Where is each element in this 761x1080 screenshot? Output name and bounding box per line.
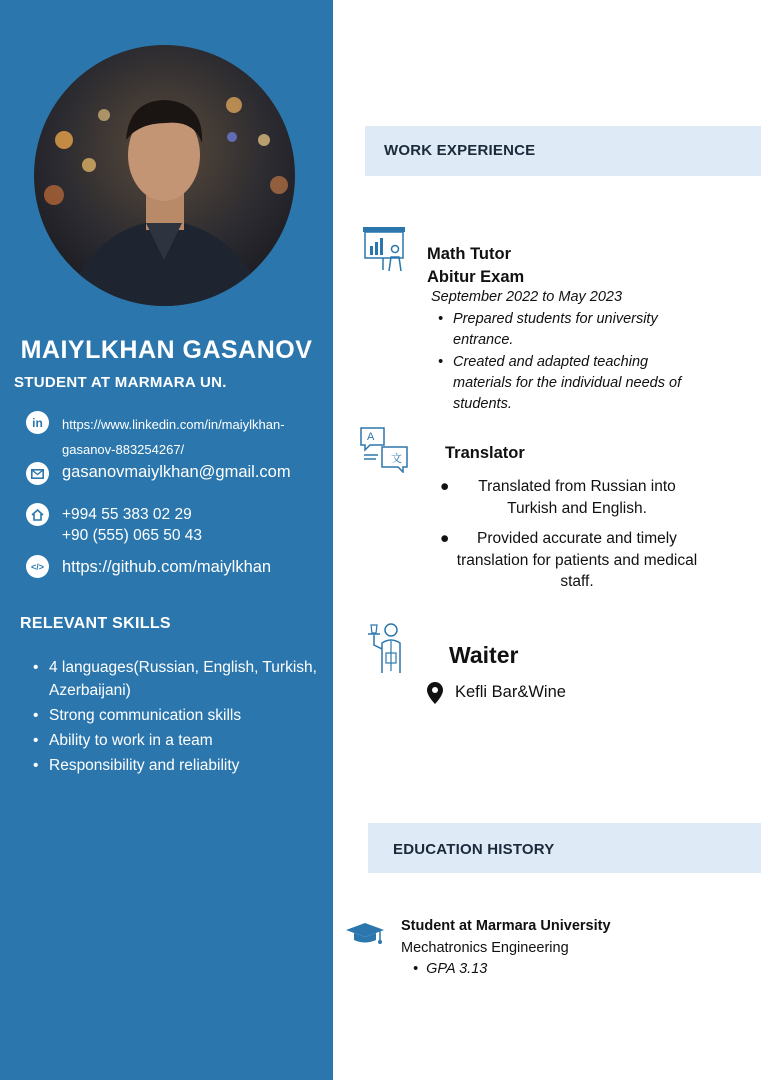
- profile-photo: [34, 45, 295, 306]
- waiter-icon: [366, 621, 408, 680]
- job-company: Abitur Exam: [427, 268, 525, 286]
- job-bullet: • Created and adapted teaching materials for the individual needs of students.: [438, 354, 682, 412]
- code-icon: </>: [26, 555, 49, 578]
- education-program: Mechatronics Engineering: [401, 940, 569, 956]
- graduation-cap-icon: [346, 921, 386, 952]
- person-name: MAIYLKHAN GASANOV: [20, 336, 313, 364]
- job-dates: September 2022 to May 2023: [431, 289, 623, 305]
- email-address[interactable]: gasanovmaiylkhan@gmail.com: [62, 463, 291, 481]
- skills-list: [33, 656, 323, 779]
- skill-item: • 4 languages(Russian, English, Turkish, Azerbaijani): [33, 656, 323, 702]
- education-school: Student at Marmara University: [401, 918, 611, 934]
- work-experience-heading: WORK EXPERIENCE: [384, 142, 536, 159]
- github-link[interactable]: https://github.com/maiylkhan: [62, 558, 272, 576]
- translator-bullets: [440, 476, 700, 593]
- svg-text:文: 文: [391, 452, 402, 465]
- linkedin-icon: in: [26, 411, 49, 434]
- linkedin-link[interactable]: https://www.linkedin.com/in/maiylkhan- gasanov-883254267/: [62, 417, 285, 457]
- home-icon: [26, 503, 49, 526]
- job-title-waiter: Waiter: [449, 642, 519, 668]
- job-bullet: ● Provided accurate and timely translation for patients and medical staff.: [440, 530, 698, 590]
- education-gpa: • GPA 3.13: [413, 961, 488, 977]
- skills-heading: RELEVANT SKILLS: [20, 615, 171, 632]
- phone-numbers: [62, 504, 202, 546]
- location-pin-icon: [427, 682, 443, 709]
- skill-item: • Responsibility and reliability: [33, 754, 323, 777]
- person-subtitle: STUDENT AT MARMARA UN.: [14, 374, 227, 391]
- job-bullet: ● Translated from Russian into Turkish and English.: [440, 478, 676, 517]
- presentation-icon: [362, 226, 406, 277]
- job-title-math-tutor: Math Tutor Abitur Exam: [427, 243, 524, 289]
- svg-text:A: A: [367, 431, 375, 443]
- email-icon: [26, 462, 49, 485]
- phone-number-2[interactable]: +90 (555) 065 50 43: [62, 527, 203, 544]
- job-bullet: • Prepared students for university entrance.: [438, 311, 658, 348]
- sidebar: [0, 0, 333, 1080]
- skill-item: • Ability to work in a team: [33, 729, 323, 752]
- translate-icon: [360, 427, 408, 478]
- skill-item: • Strong communication skills: [33, 704, 323, 727]
- job-location: Kefli Bar&Wine: [455, 683, 566, 701]
- math-tutor-bullets: [438, 309, 703, 415]
- job-title-translator: Translator: [445, 444, 525, 462]
- phone-number-1[interactable]: +994 55 383 02 29: [62, 506, 192, 523]
- education-history-heading: EDUCATION HISTORY: [393, 841, 555, 858]
